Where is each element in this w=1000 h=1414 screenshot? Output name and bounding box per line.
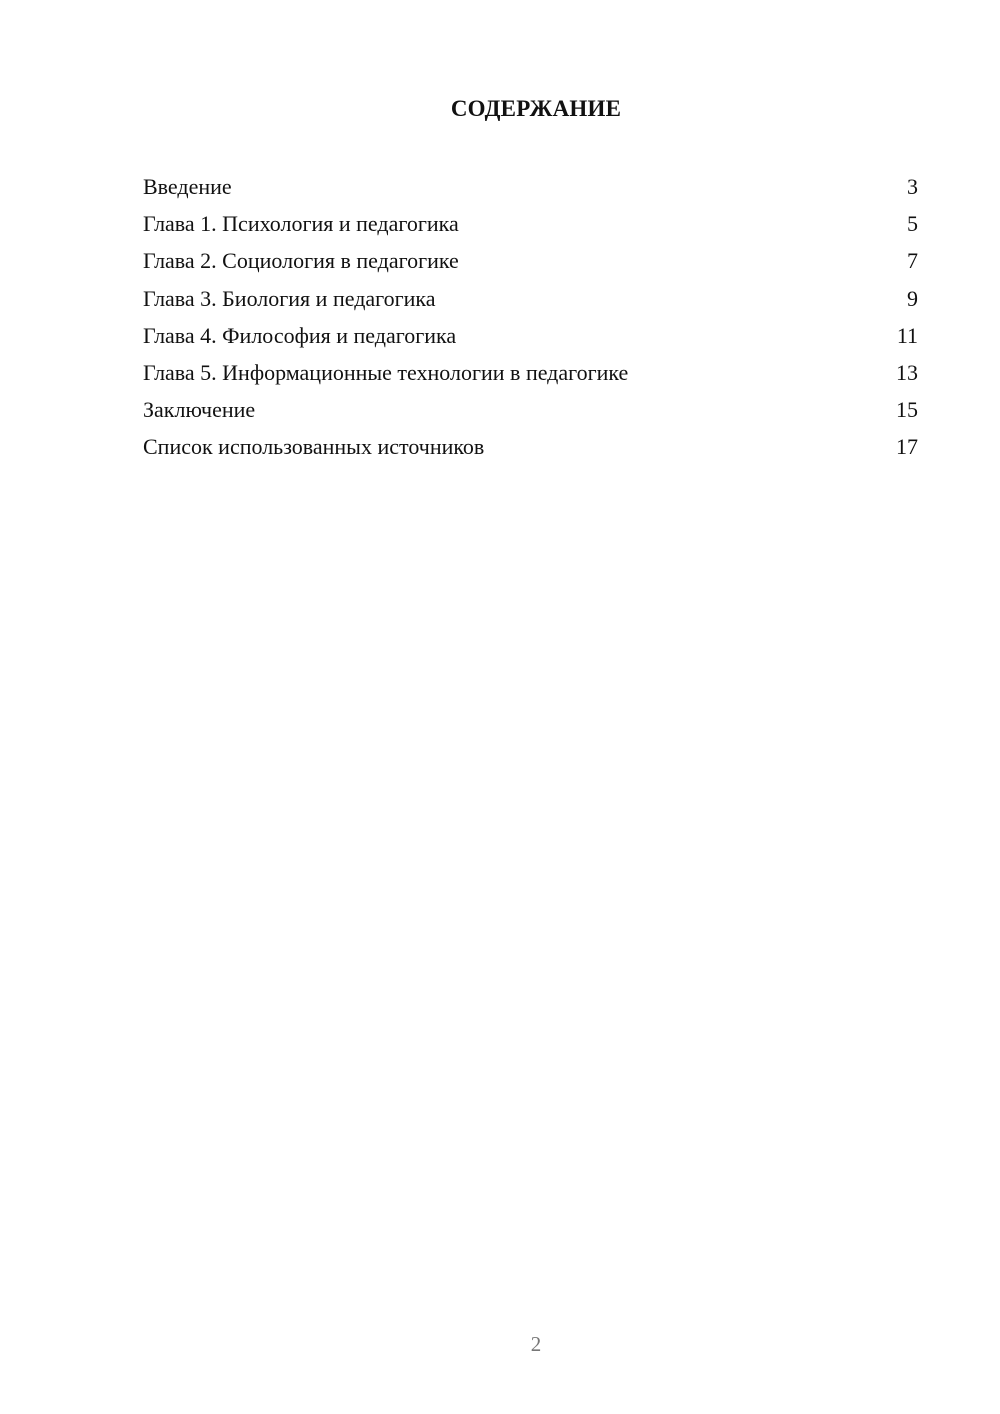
toc-entry-introduction xyxy=(143,168,918,205)
toc-entry-title: Введение xyxy=(143,174,232,199)
table-of-contents xyxy=(143,168,918,466)
toc-entry-title: Список использованных источников xyxy=(143,434,485,460)
toc-entry-conclusion xyxy=(143,391,918,428)
toc-entry-chapter-4 xyxy=(143,317,918,354)
toc-entry-chapter-2 xyxy=(143,242,918,279)
toc-entry-chapter-3 xyxy=(143,280,918,317)
toc-entry-chapter-1 xyxy=(143,205,918,242)
toc-entry-title: Заключение xyxy=(143,397,256,423)
toc-entry-page-number: 7 xyxy=(907,248,918,274)
toc-entry-title: Глава 1. Психология и педагогика xyxy=(143,211,459,237)
page-title: СОДЕРЖАНИЕ xyxy=(450,96,622,121)
toc-entry-title: Глава 3. Биология и педагогика xyxy=(143,285,436,311)
toc-entry-title: Глава 2. Социология в педагогике xyxy=(143,248,459,274)
toc-entry-title: Глава 5. Информационные технологии в педагогике xyxy=(143,359,629,385)
toc-entry-page-number: 15 xyxy=(896,397,918,423)
toc-entry-title: Глава 4. Философия и педагогика xyxy=(143,322,457,348)
toc-entry-page-number: 17 xyxy=(896,434,918,460)
toc-entry-page-number: 5 xyxy=(907,211,918,237)
toc-entry-references xyxy=(143,428,918,465)
toc-entry-page-number: 9 xyxy=(907,285,918,311)
toc-entry-page-number: 11 xyxy=(896,322,918,348)
page-number: 2 xyxy=(530,1332,542,1356)
toc-entry-page-number: 13 xyxy=(896,359,918,385)
toc-entry-chapter-5 xyxy=(143,354,918,391)
toc-entry-page-number: 3 xyxy=(907,174,918,199)
